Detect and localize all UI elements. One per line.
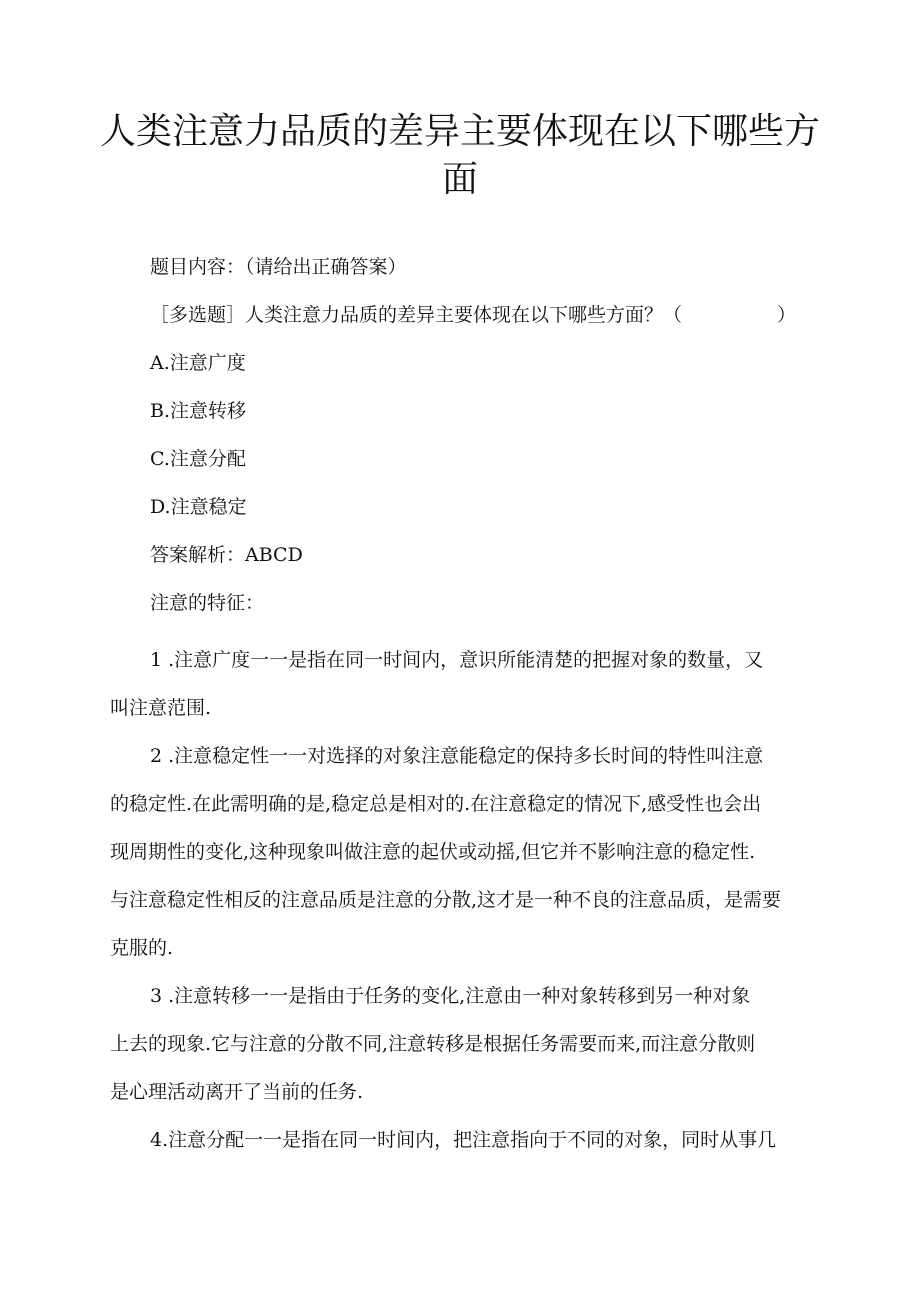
prompt-label: 题目内容：（请给出正确答案） bbox=[150, 256, 407, 278]
analysis-item-2-line-1: 2 .注意稳定性一一对选择的对象注意能稳定的保持多长时间的特性叫注意 bbox=[150, 745, 764, 767]
analysis-item-3-line-2: 上去的现象.它与注意的分散不同,注意转移是根据任务需要而来,而注意分散则 bbox=[110, 1033, 756, 1055]
title-line-1: 人类注意力品质的差异主要体现在以下哪些方 bbox=[99, 111, 820, 152]
analysis-item-2-line-3: 现周期性的变化,这种现象叫做注意的起伏或动摇,但它并不影响注意的稳定性. bbox=[110, 841, 756, 863]
analysis-item-4-line-1: 4.注意分配一一是指在同一时间内，把注意指向于不同的对象，同时从事几 bbox=[150, 1129, 777, 1151]
answer-line: 答案解析：ABCD bbox=[150, 544, 303, 566]
option-b: B.注意转移 bbox=[150, 400, 247, 422]
analysis-item-3-line-1: 3 .注意转移一一是指由于任务的变化,注意由一种对象转移到另一种对象 bbox=[150, 985, 751, 1007]
analysis-item-1-line-2: 叫注意范围. bbox=[110, 697, 212, 719]
title-line-2: 面 bbox=[441, 159, 478, 200]
analysis-item-3-line-3: 是心理活动离开了当前的任务. bbox=[110, 1081, 364, 1103]
analysis-item-2-line-5: 克服的. bbox=[110, 937, 174, 959]
option-d: D.注意稳定 bbox=[150, 496, 247, 518]
analysis-item-2-line-2: 的稳定性.在此需明确的是,稳定总是相对的.在注意稳定的情况下,感受性也会出 bbox=[110, 793, 762, 815]
question-text: ［多选题］人类注意力品质的差异主要体现在以下哪些方面？（ ） bbox=[150, 304, 797, 326]
analysis-heading: 注意的特征： bbox=[150, 592, 265, 614]
analysis-item-4 bbox=[110, 1116, 816, 1164]
option-a: A.注意广度 bbox=[150, 352, 246, 374]
analysis-item-1-line-1: 1 .注意广度一一是指在同一时间内，意识所能清楚的把握对象的数量，又 bbox=[150, 649, 764, 671]
analysis-item-1 bbox=[110, 636, 816, 732]
document-title bbox=[80, 108, 840, 204]
analysis-item-2-line-4: 与注意稳定性相反的注意品质是注意的分散,这才是一种不良的注意品质，是需要 bbox=[110, 889, 782, 911]
analysis-item-3 bbox=[110, 972, 816, 1116]
analysis-item-2 bbox=[110, 732, 816, 972]
option-c: C.注意分配 bbox=[150, 448, 246, 470]
